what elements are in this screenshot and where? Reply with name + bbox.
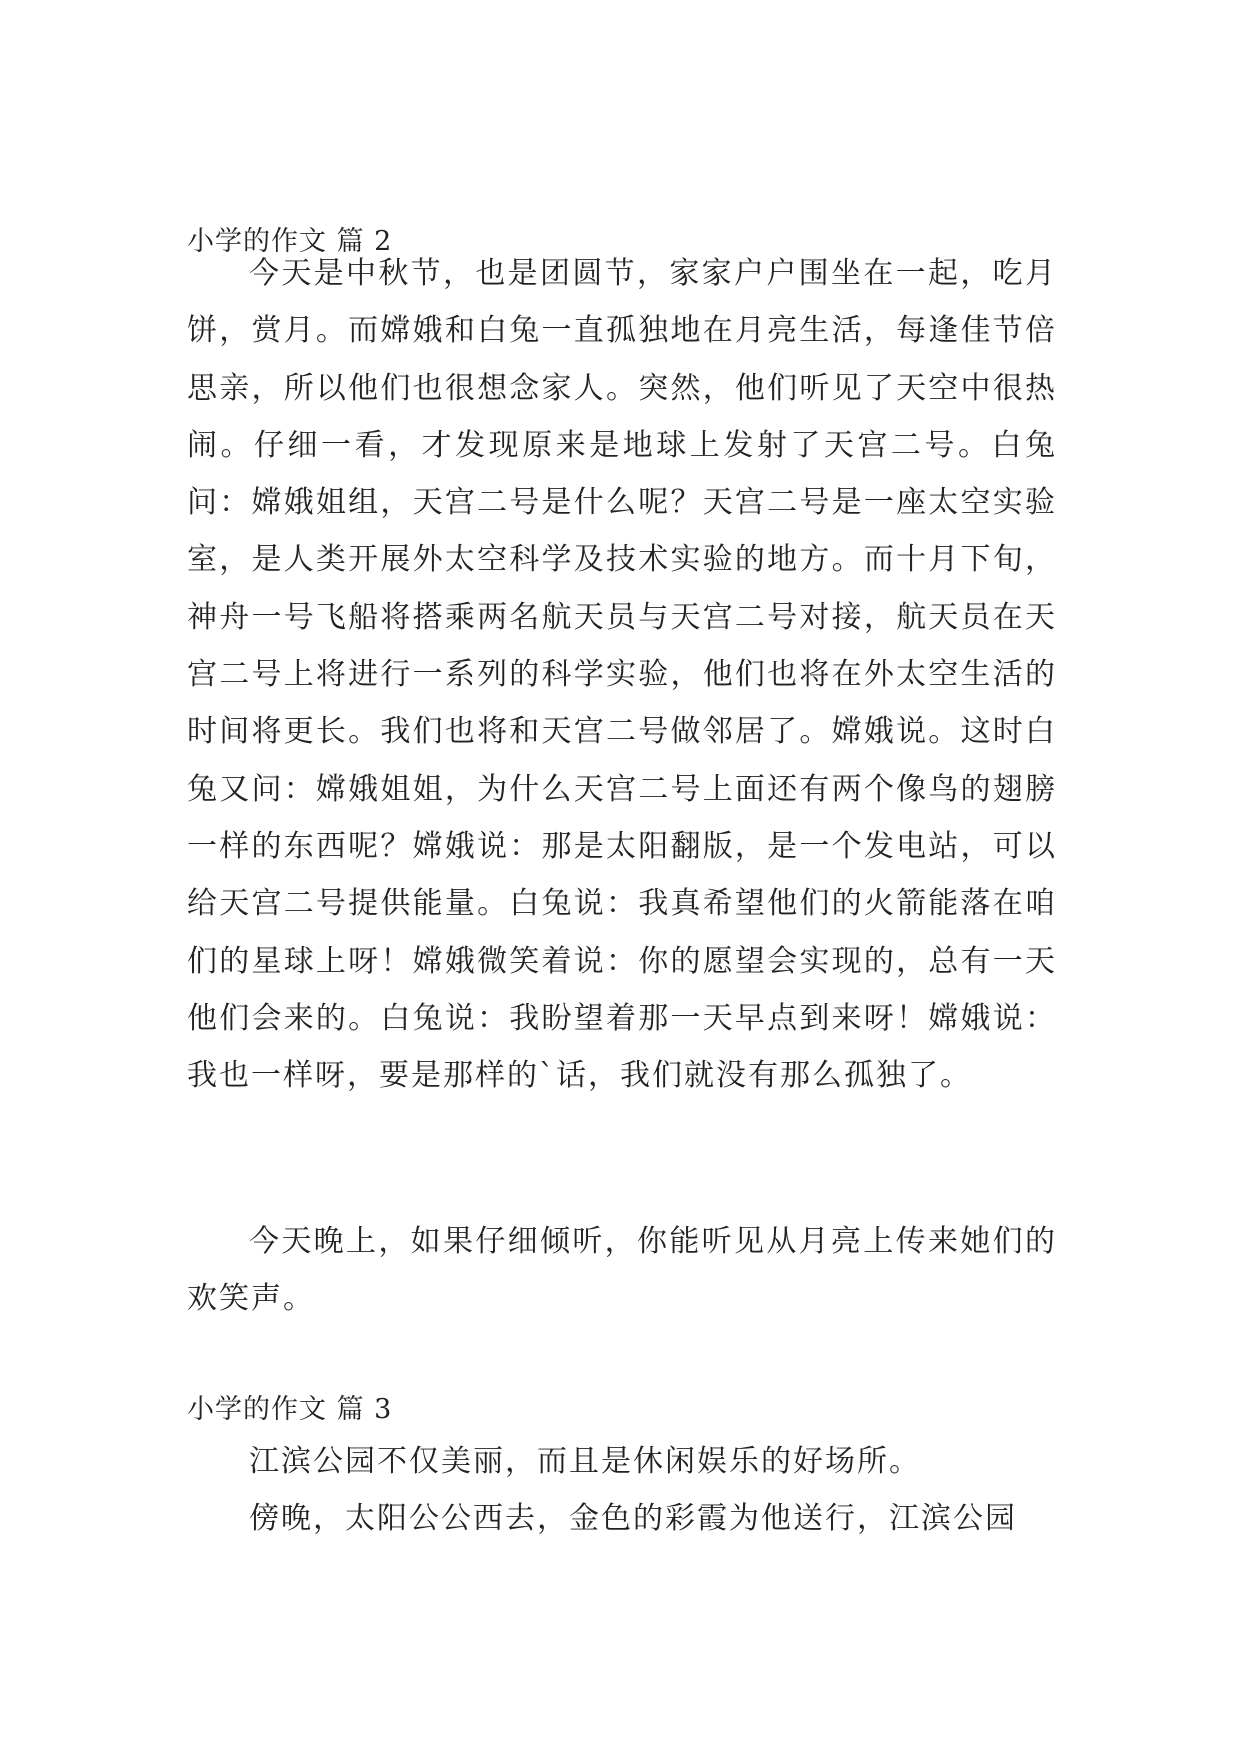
paragraph: 傍晚，太阳公公西去，金色的彩霞为他送行，江滨公园 — [249, 1501, 1017, 1536]
paragraph: 今天晚上，如果仔细倾听，你能听见从月亮上传来她们的欢笑声。 — [187, 1224, 1057, 1317]
paragraph: 今天是中秋节，也是团圆节，家家户户围坐在一起，吃月饼，赏月。而嫦娥和白兔一直孤独地在月亮生活，每逢佳节倍思亲，所以他们也很想念家人。突然，他们听见了天空中很热闹。仔细一看，才发现原来是地球上发射了天宫二号。白兔问：嫦娥姐组，天宫二号是什么呢？天宫二号是一座太空实验室，是人类开展外太空科学及技术实验的地方。而十月下旬，神舟一号飞船将搭乘两名航天员与天宫二号对接，航天员在天宫二号上将进行一系列的科学实验，他们也将在外太空生活的时间将更长。我们也将和天宫二号做邻居了。嫦娥说。这时白兔又问：嫦娥姐姐，为什么天宫二号上面还有两个像鸟的翅膀一样的东西呢？嫦娥说：那是太阳翻版，是一个发电站，可以给天宫二号提供能量。白兔说：我真希望他们的火箭能落在咱们的星球上呀！嫦娥微笑着说：你的愿望会实现的，总有一天他们会来的。白兔说：我盼望着那一天早点到来呀！嫦娥说：我也一样呀，要是那样的`话，我们就没有那么孤独了。 — [187, 256, 1057, 1094]
section-heading: 小学的作文 篇 2 — [187, 226, 393, 257]
paragraph: 江滨公园不仅美丽，而且是休闲娱乐的好场所。 — [249, 1444, 921, 1479]
section-heading: 小学的作文 篇 3 — [187, 1394, 393, 1425]
